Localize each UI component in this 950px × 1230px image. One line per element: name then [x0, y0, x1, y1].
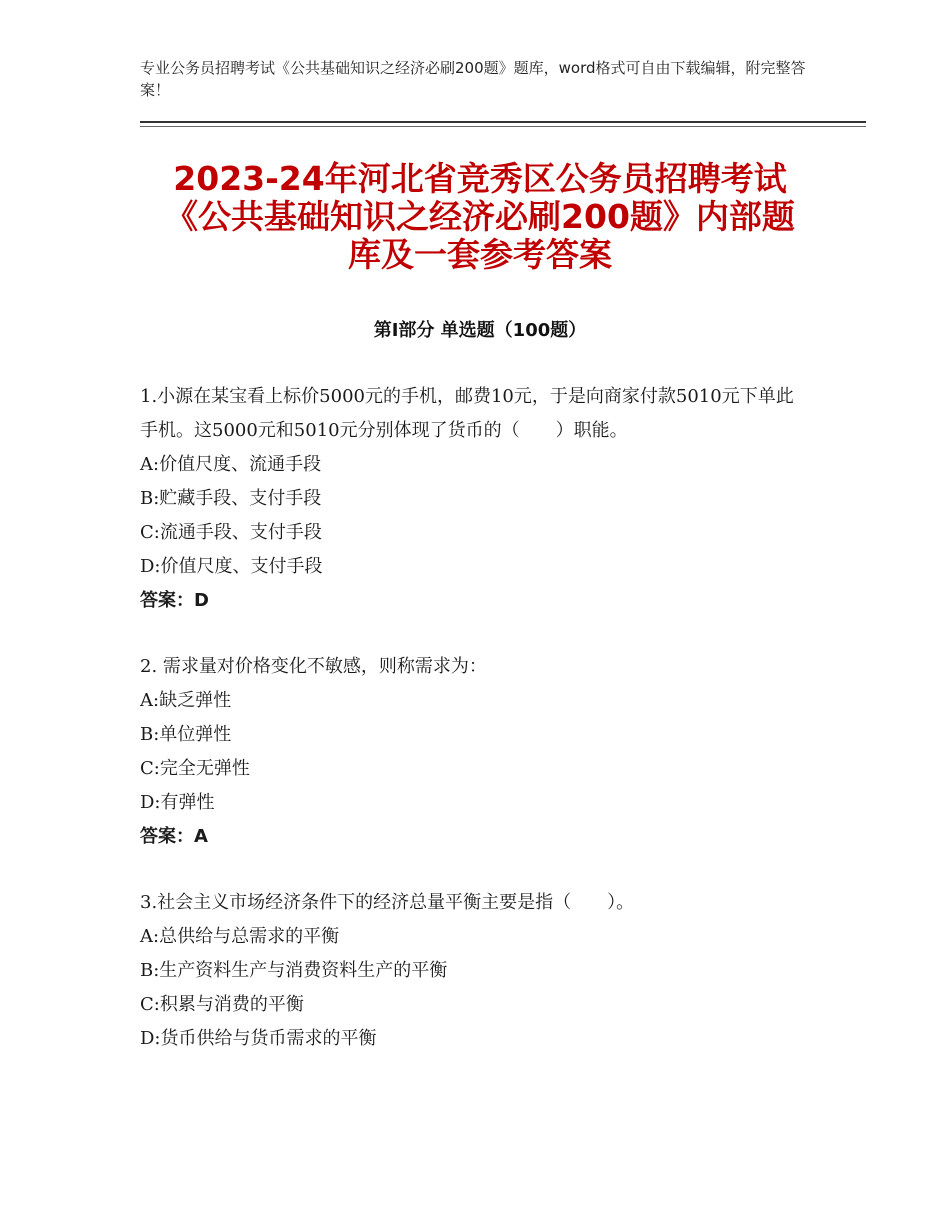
question-stem: 1.小源在某宝看上标价5000元的手机，邮费10元，于是向商家付款5010元下单此手机。这5000元和5010元分别体现了货币的（ ）职能。	[140, 386, 794, 441]
option-d: D:价值尺度、支付手段	[140, 556, 323, 577]
title-line: 2023-24年河北省竞秀区公务员招聘考试	[173, 159, 787, 198]
option-b: B:生产资料生产与消费资料生产的平衡	[140, 960, 448, 981]
document-title	[140, 160, 820, 274]
option-d: D:货币供给与货币需求的平衡	[140, 1028, 377, 1049]
answer-label: 答案：A	[140, 826, 208, 847]
question-1	[140, 380, 800, 618]
title-line: 库及一套参考答案	[348, 235, 612, 274]
option-c: C:完全无弹性	[140, 758, 250, 779]
section-heading: 第Ⅰ部分 单选题（100题）	[373, 320, 587, 341]
option-a: A:价值尺度、流通手段	[140, 454, 322, 475]
option-d: D:有弹性	[140, 792, 215, 813]
question-stem: 3.社会主义市场经济条件下的经济总量平衡主要是指（ ）。	[140, 892, 635, 913]
question-3	[140, 886, 800, 1056]
option-a: A:缺乏弹性	[140, 690, 232, 711]
title-line: 《公共基础知识之经济必刷200题》内部题	[165, 197, 795, 236]
question-list	[140, 380, 800, 1088]
option-b: B:单位弹性	[140, 724, 232, 745]
header-divider-thick	[140, 121, 866, 123]
option-c: C:流通手段、支付手段	[140, 522, 322, 543]
answer-label: 答案：D	[140, 590, 209, 611]
question-stem: 2. 需求量对价格变化不敏感，则称需求为：	[140, 656, 487, 677]
header-divider-thin	[140, 126, 866, 127]
option-c: C:积累与消费的平衡	[140, 994, 304, 1015]
question-2	[140, 650, 800, 854]
header-note: 专业公务员招聘考试《公共基础知识之经济必刷200题》题库，word格式可自由下载编辑，附完整答案！	[140, 59, 806, 99]
option-a: A:总供给与总需求的平衡	[140, 926, 340, 947]
option-b: B:贮藏手段、支付手段	[140, 488, 322, 509]
